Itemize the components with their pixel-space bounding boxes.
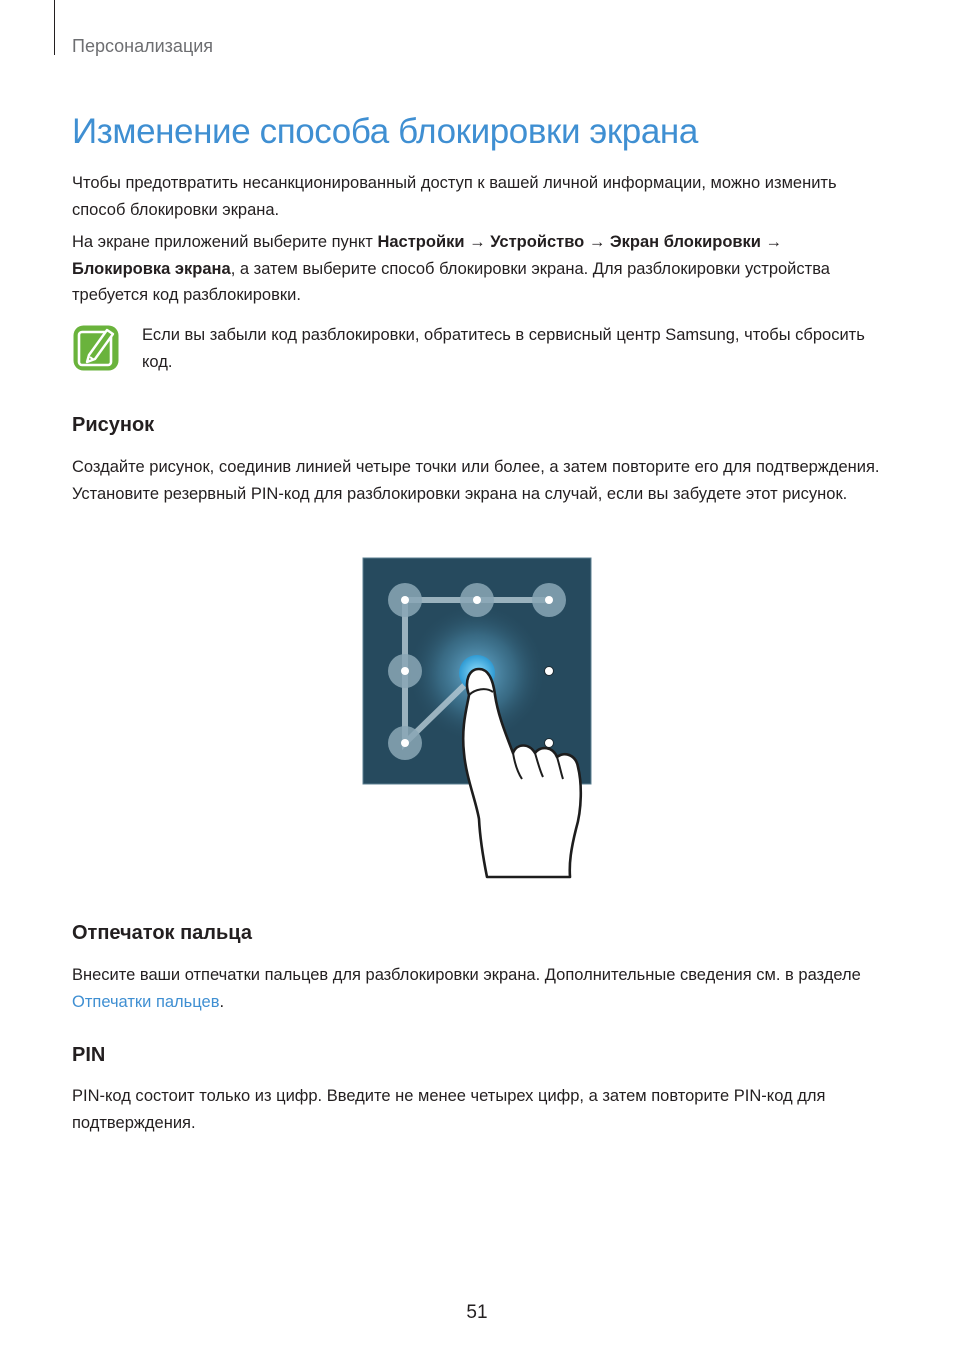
pin-heading: PIN: [72, 1044, 106, 1066]
path-arrow: →: [584, 233, 610, 251]
intro-paragraph: Чтобы предотвратить несанкционированный доступ к вашей личной информации, можно изменить способ блокировки экрана.: [72, 174, 837, 219]
section-label: Персонализация: [72, 36, 214, 56]
path-step-device: Устройство: [490, 233, 585, 251]
path-tail: , а затем выберите способ блокировки экрана. Для разблокировки устройства требуется код разблокировки.: [72, 259, 830, 304]
note-text: Если вы забыли код разблокировки, обратитесь в сервисный центр Samsung, чтобы сбросить код.: [142, 326, 865, 371]
fingerprint-paragraph: [72, 962, 882, 1015]
pattern-lock-hand-illustration: [362, 557, 624, 879]
margin-rule: [54, 0, 55, 55]
pattern-paragraph: Создайте рисунок, соединив линией четыре точки или более, а затем повторите его для подтверждения. Установите резервный PIN-код для разблокировки экрана на случай, если вы забудете этот рисунок.: [72, 458, 880, 503]
pattern-heading: Рисунок: [72, 414, 155, 436]
fingerprints-link[interactable]: Отпечатки пальцев: [72, 992, 220, 1011]
fingerprint-text: Внесите ваши отпечатки пальцев для разблокировки экрана. Дополнительные сведения см. в разделе: [72, 966, 861, 984]
path-step-lock-screen: Экран блокировки: [609, 233, 761, 251]
path-arrow: →: [760, 233, 783, 251]
settings-path-paragraph: [72, 229, 882, 309]
path-arrow: →: [464, 233, 491, 251]
fingerprint-heading: Отпечаток пальца: [72, 922, 252, 944]
page-title: Изменение способа блокировки экрана: [72, 112, 698, 151]
path-lead: На экране приложений выберите пункт: [72, 233, 378, 251]
path-step-screen-lock: Блокировка экрана: [72, 259, 231, 278]
pin-paragraph: PIN-код состоит только из цифр. Введите не менее четырех цифр, а затем повторите PIN-код для подтверждения.: [72, 1087, 826, 1132]
page-number: 51: [466, 1302, 488, 1323]
note-pencil-icon: [72, 324, 120, 372]
path-step-settings: Настройки: [377, 233, 465, 251]
fingerprint-end: .: [219, 992, 225, 1011]
